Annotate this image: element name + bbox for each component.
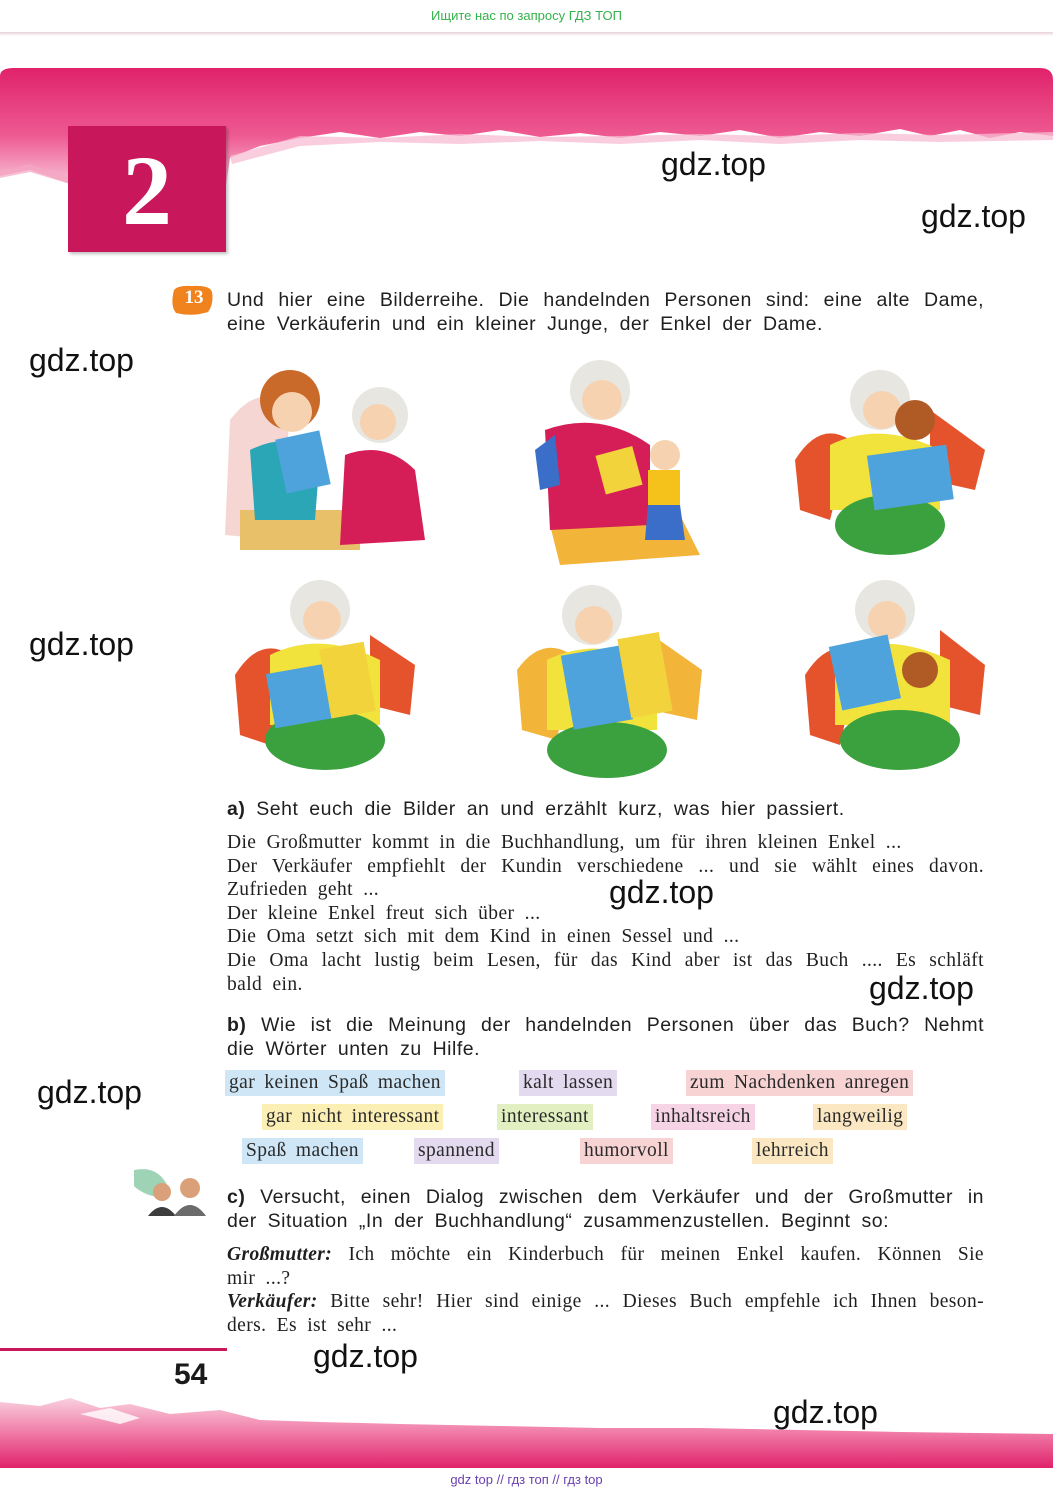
dialog-people-icon (134, 1166, 210, 1218)
phrase-tag: lehrreich (752, 1138, 833, 1164)
phrase-tag: inhaltsreich (651, 1104, 755, 1130)
dialog-line: ders. Es ist sehr ... (227, 1314, 398, 1336)
bottom-footer: gdz top // гдз топ // гдз top (450, 1472, 603, 1487)
dialog-text: Ich möchte ein Kinderbuch für meinen Enkel kaufen. Können Sie (348, 1244, 984, 1265)
part-a-label: a) (227, 798, 246, 820)
phrase-tag: humorvoll (580, 1138, 673, 1164)
part-b-line (227, 1013, 984, 1037)
part-c-text: Versucht, einen Dialog zwischen dem Verkäufer und der Großmutter in (260, 1186, 984, 1208)
phrase-tag: spannend (414, 1138, 499, 1164)
sentence-line: Der Verkäufer empfiehlt der Kundin verschiedene ... und sie wählt eines davon. (227, 855, 984, 877)
phrase-tag: zum Nachdenken anregen (686, 1070, 913, 1096)
task-intro-text: Und hier eine Bilderreihe. Die handelnden Personen sind: eine alte Dame, eine Verkäuferin und ein kleiner Junge, der Enkel der Dame. (227, 289, 984, 335)
part-a-sentences (227, 831, 984, 996)
phrase-tag: Spaß machen (242, 1138, 363, 1164)
chapter-number-box: 2 (68, 126, 226, 252)
part-a-text: Seht euch die Bilder an und erzählt kurz, was hier passiert. (256, 798, 845, 820)
illustration-panel-3 (790, 360, 990, 560)
part-c-line (227, 1185, 984, 1209)
sentence-line: Die Oma setzt sich mit dem Kind in einen Sessel und ... (227, 926, 740, 948)
watermark: gdz.top (29, 626, 134, 662)
watermark: gdz.top (773, 1394, 878, 1430)
task-intro (227, 288, 984, 336)
part-b-text: Wie ist die Meinung der handelnden Personen über das Buch? Nehmt (260, 1014, 985, 1036)
part-c-label: c) (227, 1186, 246, 1208)
illustration-panel-4 (230, 575, 420, 775)
dialog-example (227, 1243, 984, 1337)
dialog-text: Bitte sehr! Hier sind einige ... Dieses Buch empfehle ich Ihnen beson- (330, 1291, 984, 1313)
part-b-instruction (227, 1013, 984, 1061)
speaker-seller: Verkäufer: (227, 1291, 318, 1313)
speaker-grandmother: Großmutter: (227, 1244, 333, 1265)
dialog-line (227, 1290, 984, 1314)
footer-rule (0, 1348, 227, 1351)
part-a-instruction (227, 797, 845, 821)
watermark: gdz.top (921, 198, 1026, 234)
phrase-tag: gar nicht interessant (262, 1104, 443, 1130)
watermark: gdz.top (37, 1074, 142, 1110)
illustration-panel-2 (530, 355, 710, 570)
part-c-instruction (227, 1185, 984, 1233)
footer-band (0, 1384, 1053, 1470)
top-divider (0, 32, 1053, 36)
dialog-line (227, 1243, 984, 1267)
watermark: gdz.top (869, 970, 974, 1006)
dialog-line: mir ...? (227, 1267, 291, 1289)
sentence-line: Die Oma lacht lustig beim Lesen, für das Kind aber ist das Buch .... Es schläft (227, 949, 984, 971)
sentence-line: Der kleine Enkel freut sich über ... (227, 902, 541, 924)
part-c-line: der Situation „In der Buchhandlung“ zusammenzustellen. Beginnt so: (227, 1210, 890, 1232)
phrase-tag: gar keinen Spaß machen (225, 1070, 445, 1096)
task-number: 13 (184, 287, 204, 308)
part-b-line: die Wörter unten zu Hilfe. (227, 1038, 481, 1060)
page-number: 54 (174, 1358, 208, 1391)
phrase-tag: interessant (497, 1104, 593, 1130)
sentence-line: Die Großmutter kommt in die Buchhandlung, um für ihren kleinen Enkel ... (227, 832, 902, 853)
phrase-tag: kalt lassen (519, 1070, 617, 1096)
watermark: gdz.top (609, 874, 714, 910)
watermark: gdz.top (661, 146, 766, 182)
watermark: gdz.top (29, 342, 134, 378)
watermark: gdz.top (313, 1338, 418, 1374)
top-banner[interactable]: Ищите нас по запросу ГДЗ ТОП (431, 8, 622, 23)
part-b-label: b) (227, 1014, 247, 1036)
illustration-panel-6 (800, 575, 990, 775)
sentence-line: bald ein. (227, 973, 303, 995)
illustration-panel-1 (220, 360, 430, 560)
sentence-line: Zufrieden geht ... (227, 879, 380, 901)
phrase-tag: langweilig (813, 1104, 907, 1130)
illustration-panel-5 (512, 580, 707, 780)
